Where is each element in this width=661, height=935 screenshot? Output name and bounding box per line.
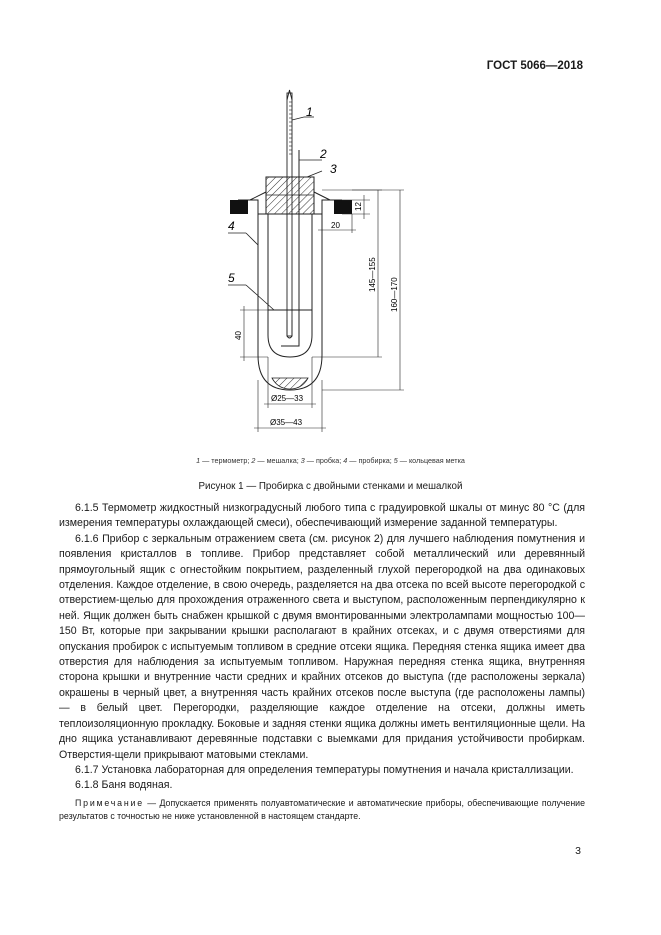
dim-d35-43: Ø35—43 — [270, 418, 303, 427]
figure-legend — [0, 456, 661, 465]
dim-12: 12 — [354, 202, 363, 211]
page-number: 3 — [575, 845, 581, 857]
standard-header: ГОСТ 5066—2018 — [486, 60, 583, 72]
callout-5: 5 — [228, 271, 235, 285]
legend-1: 1 — термометр; — [196, 456, 252, 465]
note-label: Примечание — [75, 798, 144, 808]
paragraph-6-1-7: 6.1.7 Установка лабораторная для определения температуры помутнения и начала кристаллизации. — [75, 763, 574, 776]
dim-d25-33: Ø25—33 — [271, 394, 304, 403]
stopper — [266, 177, 314, 214]
legend-4: 4 — пробирка; — [343, 456, 394, 465]
ring-right — [334, 200, 352, 214]
dim-20: 20 — [331, 221, 340, 230]
dim-160-170: 160—170 — [390, 277, 399, 312]
callout-4: 4 — [228, 219, 235, 233]
note — [59, 797, 585, 822]
paragraph-6-1-6: 6.1.6 Прибор с зеркальным отражением света (см. рисунок 2) для лучшего наблюдения помутнения и появления кристаллов в топливе. Прибор представляет собой металлический или деревянный прямоугольный ящик с огнестойким покрытием, разделенный глухой перегородкой на два одинаковых отделения. Каждое отделение, в свою очередь, разделяется на два отсека по всей высоте перегородкой с отверстием-щелью для прохождения отраженного света и выступом, расположенным перпендикулярно к ней. Ящик должен быть снабжен крышкой с двумя вмонтированными электролампами мощностью 100—150 Вт, которые при закрывании крышки располагают в крайних отсеках, и с двумя отверстиями для опускания пробирок с испытуемым топливом в средние отсеки ящика. Передняя стенка ящика имеет два отверстия для наблюдения за испытуемым топливом. Наружная передняя стенка ящика, внутренняя сторона крышки и внутренние части средних и крайних отсеков до выступа (где расположены зеркала) окрашены в черный цвет, а внутренняя часть крайних отсеков после выступа (где расположены лампы) — в белый цвет. Перегородки, разделяющие каждое отделение на отсеки, должны иметь теплоизоляционную прокладку. Боковые и задняя стенки ящика должны иметь вентиляционные щели. На дно ящика устанавливают деревянные подставки с выемками для придания устойчивости пробиркам. Отверстия-щели прикрывают матовыми стеклами. — [59, 532, 585, 761]
paragraph-6-1-5: 6.1.5 Термометр жидкостный низкоградусный любого типа с градуировкой шкалы от минус 80 °С (для измерения температуры охлаждающей смеси), обеспечивающий измерение заданной температуры. — [59, 502, 585, 530]
legend-3: 3 — пробка; — [300, 456, 344, 465]
figure-caption: Рисунок 1 — Пробирка с двойными стенками и мешалкой — [198, 481, 463, 492]
test-tube-figure — [0, 0, 661, 460]
body-text — [59, 501, 585, 794]
legend-2: 2 — мешалка; — [251, 456, 301, 465]
callout-3: 3 — [330, 162, 337, 176]
dim-40: 40 — [234, 331, 243, 340]
callout-1: 1 — [306, 105, 313, 119]
legend-5: 5 — кольцевая метка — [393, 456, 465, 465]
paragraph-6-1-8: 6.1.8 Баня водяная. — [75, 779, 173, 792]
dim-145-155: 145—155 — [368, 257, 377, 292]
note-text: — Допускается применять полуавтоматические и автоматические приборы, обеспечивающие получение результатов с точностью не ниже установленной в настоящем стандарте. — [59, 798, 585, 821]
ring-left — [230, 200, 248, 214]
callout-2: 2 — [320, 147, 327, 161]
outer-tube-bottom — [272, 378, 308, 389]
inner-tube — [268, 214, 312, 357]
